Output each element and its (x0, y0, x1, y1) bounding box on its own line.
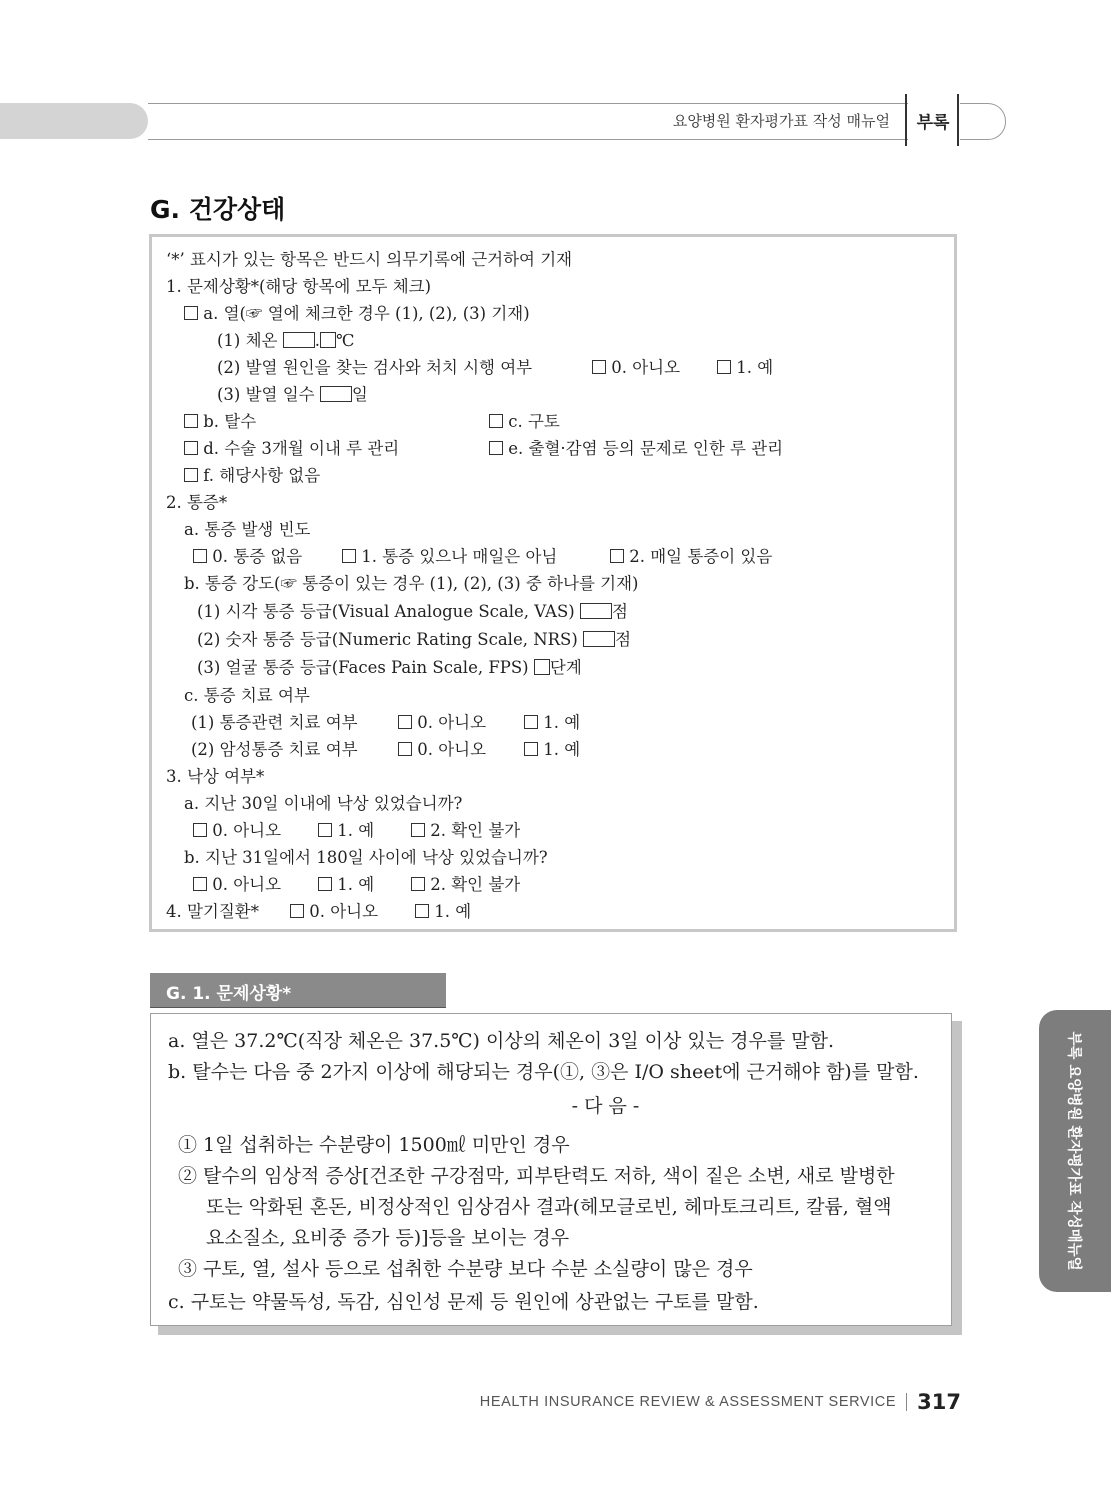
entry-box (283, 332, 315, 348)
criterion-2-cont: 또는 악화된 혼돈, 비정상적인 임상검사 결과(헤모글로빈, 헤마토크리트, 칼륨, 혈액 (206, 1196, 892, 1218)
item-3b-opt2: 2. 확인 불가 (411, 875, 520, 895)
item-2c-2-opt0: 0. 아니오 (398, 740, 486, 760)
item-1a-1: (1) 체온 . ℃ (217, 331, 355, 350)
item-4-heading: 4. 말기질환* (166, 902, 259, 921)
entry-box (320, 332, 336, 348)
item-1a-3: (3) 발열 일수 일 (217, 385, 368, 404)
item-1b: b. 탈수 (184, 412, 256, 432)
item-3b-opt1: 1. 예 (318, 875, 374, 895)
criterion-2-cont-2: 요소질소, 요비중 증가 등)]등을 보이는 경우 (206, 1227, 570, 1249)
item-2a-opt2: 2. 매일 통증이 있음 (610, 547, 772, 567)
item-3b-opt0: 0. 아니오 (193, 875, 281, 895)
checkbox (398, 715, 412, 729)
checkbox (184, 441, 198, 455)
checkbox (193, 823, 207, 837)
checkbox (184, 468, 198, 482)
checkbox (193, 549, 207, 563)
section-title: G. 건강상태 (150, 195, 286, 224)
item-2-heading: 2. 통증* (166, 493, 228, 512)
header-divider-right (957, 94, 959, 146)
checkbox (318, 877, 332, 891)
definition-fever: a. 열은 37.2℃(직장 체온은 37.5℃) 이상의 체온이 3일 이상 있는 경우를 말함. (168, 1030, 835, 1052)
item-3a-opt1: 1. 예 (318, 821, 374, 841)
item-1d: d. 수술 3개월 이내 루 관리 (184, 439, 399, 459)
item-2c: c. 통증 치료 여부 (184, 686, 310, 705)
form-note: ‘*’ 표시가 있는 항목은 반드시 의무기록에 근거하여 기재 (166, 250, 573, 269)
checkbox (184, 306, 198, 320)
checkbox (318, 823, 332, 837)
item-4-opt1: 1. 예 (415, 902, 471, 922)
item-2b: b. 통증 강도(☞ 통증이 있는 경우 (1), (2), (3) 중 하나를 기재) (184, 574, 639, 593)
item-2b-1: (1) 시각 통증 등급(Visual Analogue Scale, VAS) 점 (197, 602, 628, 621)
item-2c-2: (2) 암성통증 치료 여부 (191, 740, 358, 759)
checkbox (342, 549, 356, 563)
checkbox (290, 904, 304, 918)
checkbox (411, 823, 425, 837)
checkbox (415, 904, 429, 918)
checkbox (592, 360, 606, 374)
criterion-2: ② 탈수의 임상적 증상[건조한 구강점막, 피부탄력도 저하, 색이 짙은 소변, 새로 발병한 (178, 1165, 895, 1187)
footer (480, 1390, 961, 1414)
side-tab (1039, 1010, 1111, 1292)
checkbox (193, 877, 207, 891)
item-1a-2-opt1: 1. 예 (717, 358, 773, 378)
checkbox (717, 360, 731, 374)
entry-box (320, 386, 352, 402)
item-3a-opt0: 0. 아니오 (193, 821, 281, 841)
page-number: 317 (917, 1390, 961, 1414)
item-2c-1-opt1: 1. 예 (524, 713, 580, 733)
item-2b-2: (2) 숫자 통증 등급(Numeric Rating Scale, NRS) 점 (197, 630, 632, 649)
header-cap (960, 103, 1006, 140)
item-2a: a. 통증 발생 빈도 (184, 520, 311, 539)
item-2c-2-opt1: 1. 예 (524, 740, 580, 760)
item-1-heading: 1. 문제상황*(해당 항목에 모두 체크) (166, 277, 432, 296)
checkbox (489, 441, 503, 455)
item-1f: f. 해당사항 없음 (184, 466, 320, 486)
checkbox (524, 742, 538, 756)
item-1c: c. 구토 (489, 412, 560, 432)
header-pill (0, 103, 148, 139)
checkbox (184, 414, 198, 428)
subsection-title: G. 1. 문제상황* (166, 984, 292, 1004)
item-1e: e. 출혈·감염 등의 문제로 인한 루 관리 (489, 439, 783, 459)
item-2b-3: (3) 얼굴 통증 등급(Faces Pain Scale, FPS) 단계 (197, 658, 582, 677)
entry-box (534, 659, 550, 675)
criteria-heading: - 다 음 - (571, 1095, 640, 1117)
item-2a-opt0: 0. 통증 없음 (193, 547, 302, 567)
entry-box (583, 631, 615, 647)
definition-dehydration: b. 탈수는 다음 중 2가지 이상에 해당되는 경우(①, ③은 I/O sheet에 근거해야 함)를 말함. (168, 1061, 919, 1083)
criterion-3: ③ 구토, 열, 설사 등으로 섭취한 수분량 보다 수분 소실량이 많은 경우 (178, 1258, 753, 1280)
item-3a-opt2: 2. 확인 불가 (411, 821, 520, 841)
side-tab-text: 부록 요양병원 환자평가표 작성매뉴얼 (1065, 1031, 1082, 1271)
entry-box (580, 603, 612, 619)
checkbox (411, 877, 425, 891)
footer-separator (906, 1393, 907, 1411)
checkbox (398, 742, 412, 756)
header-tag: 부록 (916, 113, 950, 133)
item-1a: a. 열(☞ 열에 체크한 경우 (1), (2), (3) 기재) (184, 304, 530, 324)
criterion-1: ① 1일 섭취하는 수분량이 1500㎖ 미만인 경우 (178, 1134, 570, 1156)
definition-vomiting: c. 구토는 약물독성, 독감, 심인성 문제 등 원인에 상관없는 구토를 말함. (168, 1291, 759, 1313)
item-1a-2: (2) 발열 원인을 찾는 검사와 처치 시행 여부 (217, 358, 533, 377)
item-2c-1-opt0: 0. 아니오 (398, 713, 486, 733)
header-title: 요양병원 환자평가표 작성 매뉴얼 (672, 112, 890, 130)
item-4-opt0: 0. 아니오 (290, 902, 378, 922)
header-divider-left (905, 94, 907, 146)
item-3a: a. 지난 30일 이내에 낙상 있었습니까? (184, 794, 463, 813)
item-2a-opt1: 1. 통증 있으나 매일은 아님 (342, 547, 557, 567)
item-3b: b. 지난 31일에서 180일 사이에 낙상 있었습니까? (184, 848, 548, 867)
subsection-tab (150, 973, 446, 1008)
checkbox (524, 715, 538, 729)
checkbox (489, 414, 503, 428)
footer-organization: HEALTH INSURANCE REVIEW & ASSESSMENT SERVICE (479, 1394, 897, 1410)
item-1a-2-opt0: 0. 아니오 (592, 358, 680, 378)
checkbox (610, 549, 624, 563)
item-3-heading: 3. 낙상 여부* (166, 767, 265, 786)
item-2c-1: (1) 통증관련 치료 여부 (191, 713, 358, 732)
